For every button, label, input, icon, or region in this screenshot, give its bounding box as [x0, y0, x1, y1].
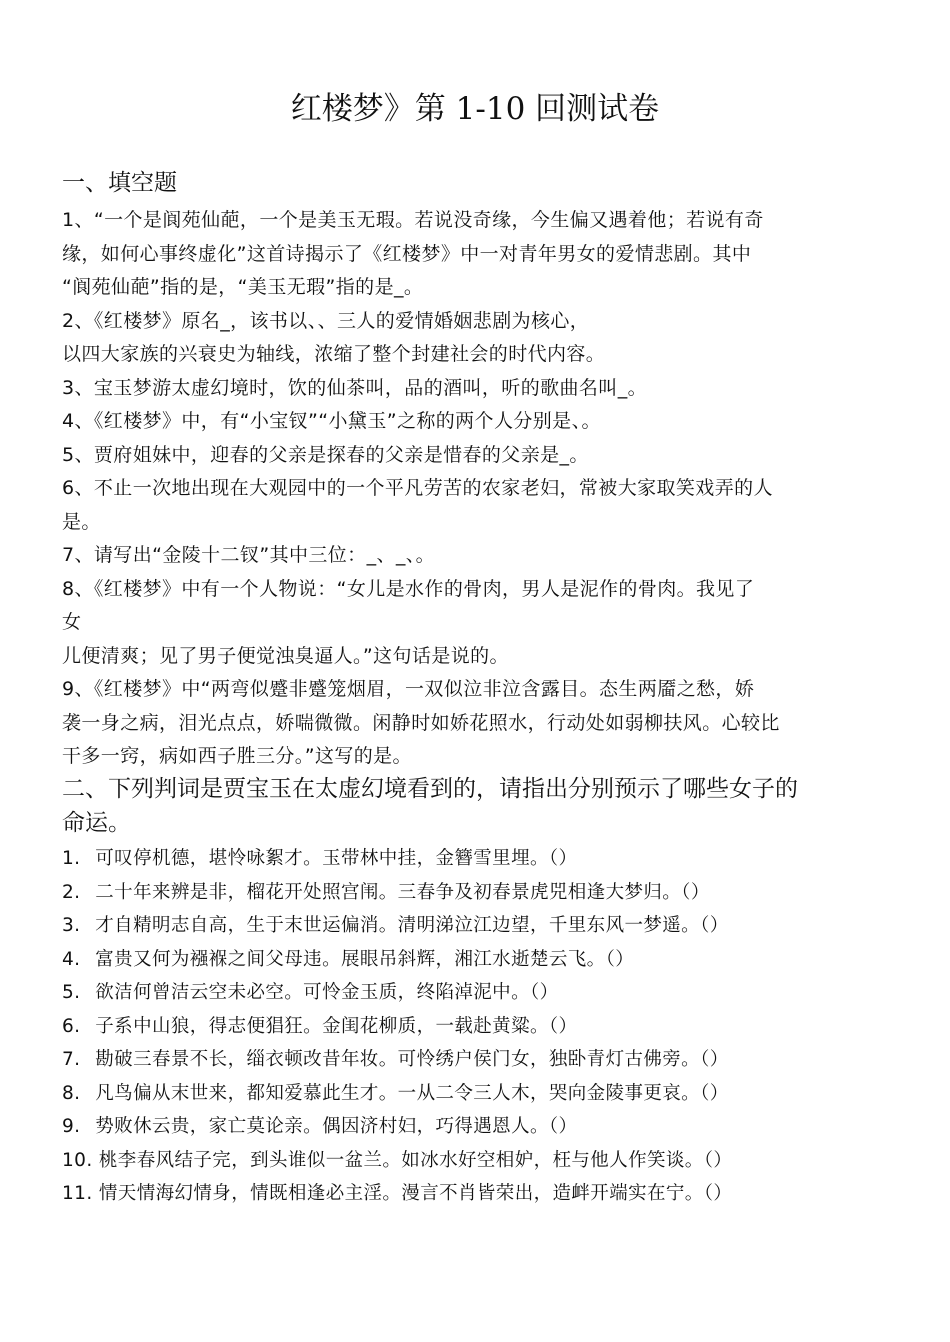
list-item: [62, 909, 892, 943]
fill-line: 5、贾府姐妹中，迎春的父亲是探春的父亲是惜春的父亲是_。: [62, 443, 589, 466]
fill-line: 儿便清爽；见了男子便觉浊臭逼人。”这句话是说的。: [62, 644, 509, 667]
list-item: [62, 1144, 892, 1178]
item-text: 势败休云贵，家亡莫论亲。偶因济村妇，巧得遇恩人。（）: [95, 1116, 578, 1137]
list-item: [62, 1077, 892, 1111]
fill-line: 女: [62, 611, 82, 633]
fill-line: 4、《红楼梦》中，有“小宝钗”“小黛玉”之称的两个人分别是、。: [62, 410, 601, 432]
item-text: 富贵又何为襁褓之间父母违。展眼吊斜辉，湘江水逝楚云飞。（）: [95, 948, 635, 970]
item-number: 11.: [62, 1183, 93, 1204]
section-2-heading: [62, 772, 892, 840]
item-text: 二十年来辨是非，榴花开处照宫闱。三春争及初春景虎兕相逢大梦归。（）: [95, 881, 710, 903]
section-2-heading-line: 二、下列判词是贾宝玉在太虚幻境看到的，请指出分别预示了哪些女子的: [62, 776, 798, 802]
item-number: 6.: [62, 1015, 81, 1037]
item-text: 才自精明志自高，生于末世运偏消。清明涕泣江边望，千里东风一梦遥。（）: [95, 915, 729, 936]
fill-line: 8、《红楼梦》中有一个人物说：“女儿是水作的骨肉，男人是泥作的骨肉。我见了: [62, 577, 755, 600]
section-1-heading: 一、填空题: [62, 170, 177, 196]
fill-line: 以四大家族的兴衰史为轴线，浓缩了整个封建社会的时代内容。: [62, 343, 606, 365]
section-1-body: [62, 204, 892, 774]
item-text: 凡鸟偏从末世来，都知爱慕此生才。一从二令三人木，哭向金陵事更哀。（）: [95, 1082, 729, 1104]
item-number: 8.: [62, 1082, 81, 1104]
item-text: 勘破三春景不长，缁衣顿改昔年妆。可怜绣户侯门女，独卧青灯古佛旁。（）: [95, 1049, 729, 1070]
list-item: [62, 1110, 892, 1144]
fill-line: 6、不止一次地出现在大观园中的一个平凡劳苦的农家老妇，常被大家取笑戏弄的人: [62, 477, 773, 499]
list-item: [62, 976, 892, 1010]
verdict-list: [62, 842, 892, 1211]
list-item: [62, 876, 892, 910]
item-number: 5.: [62, 982, 81, 1003]
fill-line: 1、“一个是阆苑仙葩，一个是美玉无瑕。若说没奇缘，今生偏又遇着他；若说有奇: [62, 209, 764, 231]
fill-line: 袭一身之病，泪光点点，娇喘微微。闲静时如娇花照水，行动处如弱柳扶风。心较比: [62, 711, 780, 734]
item-text: 可叹停机德，堪怜咏絮才。玉带林中挂，金簪雪里埋。（）: [95, 848, 578, 869]
item-text: 欲洁何曾洁云空未必空。可怜金玉质，终陷淖泥中。（）: [95, 982, 559, 1003]
item-text: 子系中山狼，得志便猖狂。金闺花柳质，一载赴黄粱。（）: [95, 1015, 578, 1037]
item-number: 9.: [62, 1116, 81, 1137]
list-item: [62, 1177, 892, 1211]
item-text: 桃李春风结子完，到头谁似一盆兰。如冰水好空相妒，枉与他人作笑谈。（）: [98, 1149, 733, 1171]
fill-line: 是。: [62, 510, 101, 533]
fill-line: 2、《红楼梦》原名_，该书以、、三人的爱情婚姻悲剧为核心，: [62, 309, 590, 332]
page-title: 红楼梦》第 1-10 回测试卷: [290, 91, 660, 127]
item-number: 3.: [62, 915, 81, 936]
fill-line: “阆苑仙葩”指的是，“美玉无瑕”指的是_。: [62, 276, 424, 298]
list-item: [62, 1043, 892, 1077]
item-text: 情天情海幻情身，情既相逢必主淫。漫言不肖皆荣出，造衅开端实在宁。（）: [98, 1183, 733, 1204]
section-2-heading-line: 命运。: [62, 810, 131, 836]
item-number: 7.: [62, 1049, 81, 1070]
fill-line: 缘，如何心事终虚化”这首诗揭示了《红楼梦》中一对青年男女的爱情悲剧。其中: [62, 242, 752, 265]
list-item: [62, 943, 892, 977]
item-number: 4.: [62, 948, 81, 970]
item-number: 10.: [62, 1149, 93, 1171]
fill-line: 3、宝玉梦游太虚幻境时，饮的仙茶叫，品的酒叫，听的歌曲名叫_。: [62, 376, 647, 399]
list-item: [62, 842, 892, 876]
list-item: [62, 1010, 892, 1044]
fill-line: 9、《红楼梦》中“两弯似蹙非蹙笼烟眉，一双似泣非泣含露目。态生两靥之愁，娇: [62, 678, 755, 700]
item-number: 1.: [62, 848, 81, 869]
item-number: 2.: [62, 881, 81, 903]
fill-line: 干多一窍，病如西子胜三分。”这写的是。: [62, 745, 412, 767]
fill-line: 7、请写出“金陵十二钗”其中三位：_、_、。: [62, 544, 436, 566]
